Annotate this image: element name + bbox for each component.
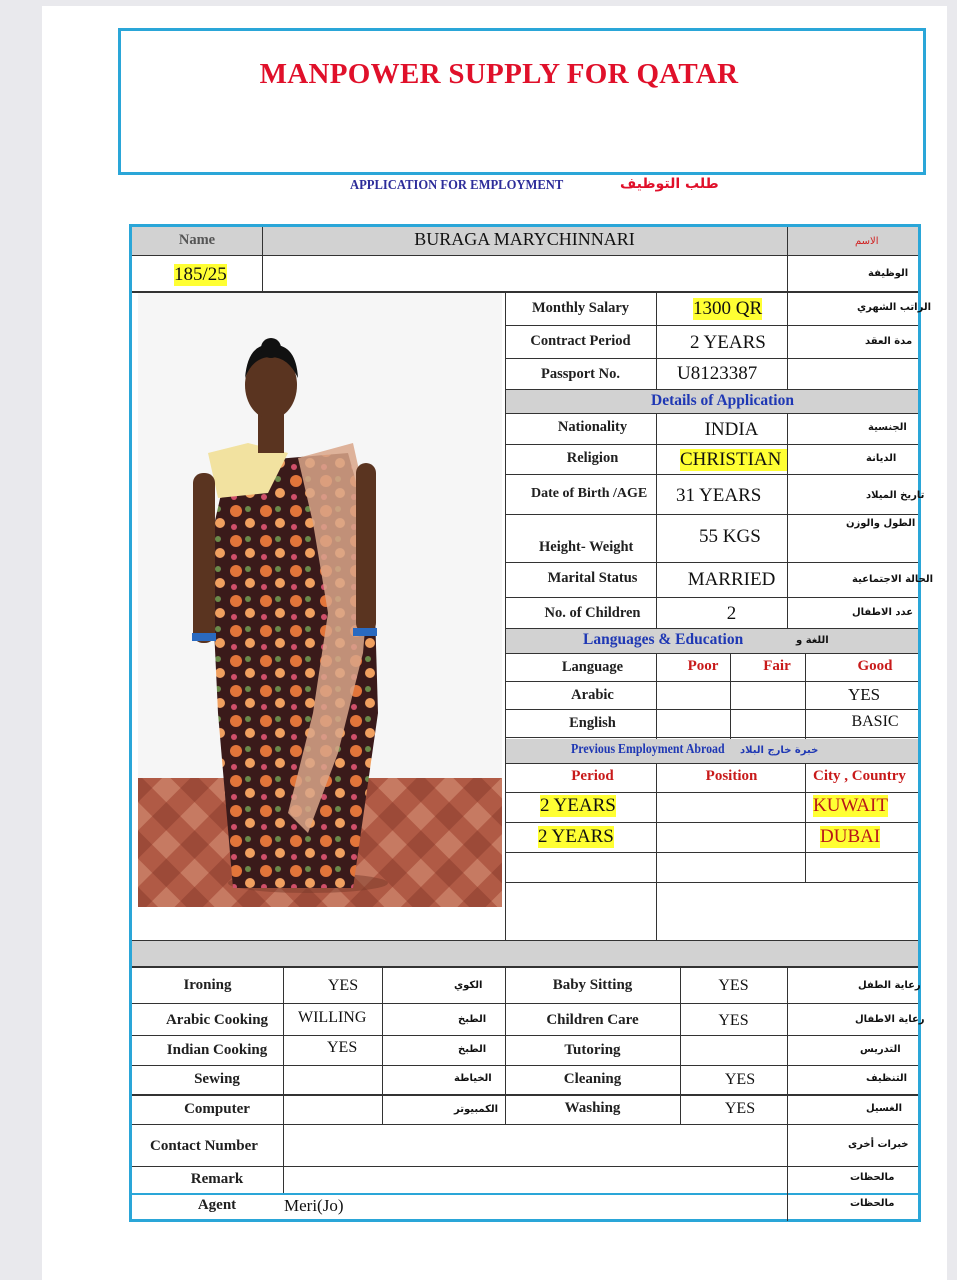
- contract-period-value: 2 YEARS: [690, 332, 766, 353]
- skill-baby-sitting-value: YES: [718, 977, 749, 994]
- agent-value: Meri(Jo): [284, 1196, 344, 1215]
- name-label: Name: [178, 232, 216, 248]
- company-title: MANPOWER SUPPLY FOR QATAR: [259, 58, 739, 90]
- details-title: Details of Application: [651, 392, 794, 409]
- application-title-en: APPLICATION FOR EMPLOYMENT: [350, 178, 564, 193]
- contact-number-ar: خبرات أخرى: [848, 1139, 909, 1150]
- applicant-photo: [138, 293, 502, 907]
- remark-label: Remark: [190, 1171, 244, 1187]
- skill-washing-label: Washing: [564, 1100, 621, 1116]
- religion-label: Religion: [566, 450, 619, 466]
- skill-ironing-label: Ironing: [183, 977, 232, 993]
- reference-number: 185/25: [174, 264, 227, 285]
- employment-title-ar: خبرة خارج البلاد: [740, 745, 819, 756]
- employment-city-2: DUBAI: [820, 826, 881, 847]
- contract-period-label: Contract Period: [530, 333, 631, 349]
- skill-cleaning-label: Cleaning: [563, 1071, 622, 1087]
- skill-ironing-ar: الكوي: [454, 980, 483, 991]
- skill-washing-value: YES: [724, 1100, 756, 1117]
- nationality-label: Nationality: [557, 419, 628, 435]
- skill-arabic-cooking-label: Arabic Cooking: [165, 1012, 269, 1028]
- children-label: No. of Children: [544, 605, 641, 621]
- children-ar: عدد الاطفال: [852, 607, 914, 618]
- skill-tutoring-label: Tutoring: [564, 1042, 621, 1058]
- name-value: BURAGA MARYCHINNARI: [414, 229, 635, 249]
- employment-period-2: 2 YEARS: [538, 826, 614, 847]
- language-arabic: Arabic: [571, 687, 614, 703]
- religion-value: CHRISTIAN: [680, 449, 787, 471]
- skill-sewing-ar: الخياطة: [454, 1073, 492, 1084]
- good-header: Good: [857, 658, 893, 674]
- skill-arabic-cooking-value: WILLING: [298, 1009, 367, 1026]
- passport-label: Passport No.: [541, 366, 620, 382]
- poor-header: Poor: [687, 658, 719, 674]
- period-header: Period: [571, 768, 614, 784]
- skill-baby-sitting-label: Baby Sitting: [552, 977, 633, 993]
- nationality-value: INDIA: [704, 419, 759, 440]
- marital-status-label: Marital Status: [547, 570, 638, 586]
- skill-sewing-label: Sewing: [194, 1071, 240, 1087]
- dob-label: Date of Birth /AGE: [531, 486, 648, 501]
- remark-label-ar: مالحظات: [850, 1172, 895, 1183]
- employment-period-1: 2 YEARS: [540, 795, 616, 816]
- application-title-ar: طلب التوظيف: [620, 176, 719, 192]
- employment-title: Previous Employment Abroad: [571, 742, 725, 757]
- dob-ar: تاريخ الميلاد: [866, 490, 925, 501]
- nationality-ar: الجنسية: [868, 422, 907, 433]
- agent-label: Agent: [197, 1197, 237, 1213]
- contract-period-ar: مدة العقد: [865, 336, 913, 347]
- skill-children-care-value: YES: [718, 1012, 749, 1029]
- skill-computer-ar: الكمبيوتر: [454, 1104, 499, 1115]
- height-weight-ar: الطول والوزن: [846, 518, 916, 529]
- language-english: English: [569, 715, 616, 731]
- position-header: Position: [705, 768, 758, 784]
- agent-label-ar: مالحظات: [850, 1198, 895, 1209]
- skill-baby-sitting-ar: رعاية الطفل: [858, 980, 921, 991]
- reference-label-ar: الوظيفة: [868, 268, 909, 279]
- fair-header: Fair: [763, 658, 791, 674]
- arabic-level: YES: [847, 685, 881, 704]
- english-level: BASIC: [851, 713, 899, 730]
- language-header: Language: [561, 659, 624, 675]
- skill-cleaning-ar: التنظيف: [866, 1073, 908, 1084]
- languages-title: Languages & Education: [583, 631, 744, 648]
- children-value: 2: [726, 603, 737, 624]
- skill-ironing-value: YES: [327, 977, 359, 994]
- skill-indian-cooking-ar: الطبخ: [458, 1044, 487, 1055]
- height-weight-label: Height- Weight: [539, 539, 634, 555]
- marital-status-ar: الحالة الاجتماعية: [852, 574, 934, 585]
- passport-value: U8123387: [677, 363, 758, 384]
- header-box: [118, 28, 926, 175]
- dob-value: 31 YEARS: [676, 485, 762, 506]
- skill-cleaning-value: YES: [724, 1071, 756, 1088]
- skill-washing-ar: الغسيل: [866, 1103, 903, 1114]
- monthly-salary-ar: الراتب الشهري: [857, 302, 931, 313]
- skill-arabic-cooking-ar: الطبخ: [458, 1014, 487, 1025]
- employment-city-1: KUWAIT: [813, 795, 888, 816]
- religion-ar: الديانة: [866, 453, 897, 464]
- name-label-ar: الاسم: [855, 236, 879, 247]
- skill-tutoring-ar: التدريس: [860, 1044, 901, 1055]
- contact-number-label: Contact Number: [150, 1138, 258, 1154]
- skill-children-care-label: Children Care: [546, 1012, 639, 1028]
- monthly-salary-label: Monthly Salary: [531, 300, 630, 316]
- skill-computer-label: Computer: [184, 1101, 250, 1117]
- languages-title-ar: اللغة و: [796, 635, 829, 646]
- skill-indian-cooking-label: Indian Cooking: [166, 1042, 268, 1058]
- skill-children-care-ar: رعاية الاطفال: [855, 1014, 925, 1025]
- marital-status-value: MARRIED: [687, 569, 776, 590]
- height-weight-value: 55 KGS: [699, 526, 761, 547]
- monthly-salary-value: 1300 QR: [693, 298, 763, 319]
- skill-indian-cooking-value: YES: [327, 1039, 358, 1056]
- city-country-header: City , Country: [813, 768, 906, 784]
